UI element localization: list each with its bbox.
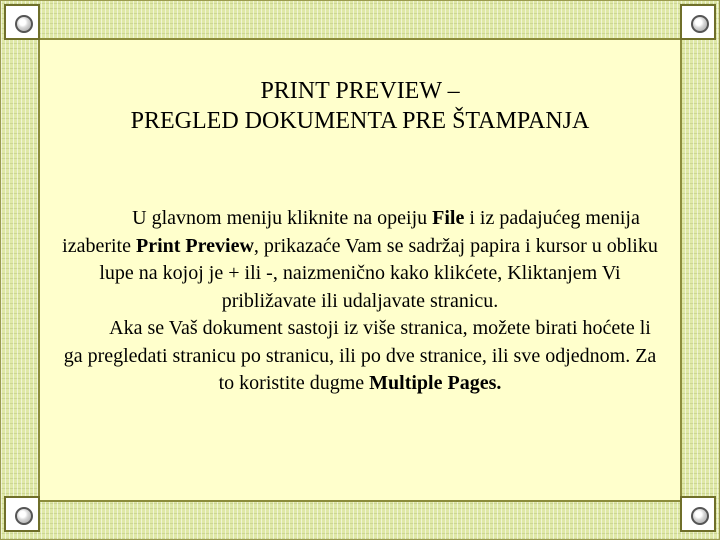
p1-text-3: , prikazaće Vam se sadržaj papira i kursor u obliku lupe na kojoj je + ili -, naizmenično kako klikćete, Kliktanjem Vi približavate ili udaljavate stranicu. bbox=[99, 234, 658, 312]
p2-text-1: Aka se Vaš dokument sastoji iz više stranica, možete birati hoćete li ga pregledati stranicu po stranicu, ili po dve stranice, ili sve odjednom. Za to koristite dugme bbox=[63, 317, 657, 394]
knob-icon bbox=[15, 15, 33, 33]
title-line-1: PRINT PREVIEW – bbox=[260, 78, 460, 104]
corner-top-left bbox=[4, 4, 40, 40]
p1-text-1: U glavnom meniju kliknite na opeiju bbox=[132, 207, 433, 229]
slide-body bbox=[60, 205, 660, 398]
corner-bottom-right bbox=[680, 496, 716, 532]
p1-text-2: i iz padajućeg menija izaberite bbox=[62, 207, 640, 257]
knob-icon bbox=[691, 15, 709, 33]
slide-title bbox=[38, 76, 682, 136]
knob-icon bbox=[15, 507, 33, 525]
knob-icon bbox=[691, 507, 709, 525]
p2-bold-multiple-pages: Multiple Pages. bbox=[369, 372, 502, 394]
p1-bold-file: File bbox=[432, 207, 465, 229]
corner-top-right bbox=[680, 4, 716, 40]
corner-bottom-left bbox=[4, 496, 40, 532]
title-line-2: PREGLED DOKUMENTA PRE ŠTAMPANJA bbox=[130, 108, 590, 134]
p1-bold-print-preview: Print Preview bbox=[135, 234, 254, 257]
